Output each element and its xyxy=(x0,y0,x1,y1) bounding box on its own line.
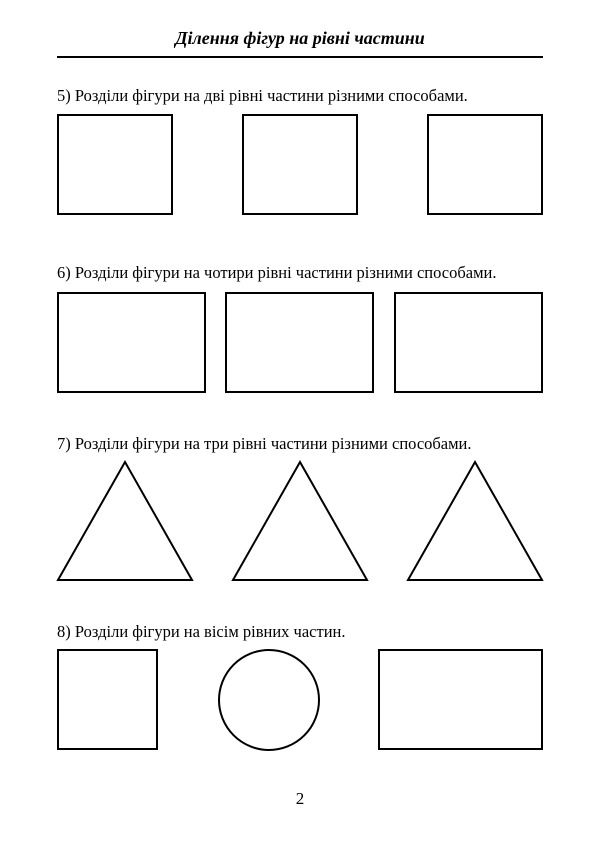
title-divider xyxy=(57,56,543,58)
task-5-square-1[interactable] xyxy=(57,114,173,215)
task-7-triangle-3[interactable] xyxy=(406,460,544,582)
task-8-square[interactable] xyxy=(57,649,158,750)
task-5-square-3[interactable] xyxy=(427,114,543,215)
task-7-triangle-2[interactable] xyxy=(231,460,369,582)
task-8-instruction: 8) Розділи фігури на вісім рівних частин. xyxy=(57,622,346,641)
task-6-instruction: 6) Розділи фігури на чотири рівні частини різними способами. xyxy=(57,263,497,282)
task-7-triangle-1[interactable] xyxy=(56,460,194,582)
page-number: 2 xyxy=(295,789,305,808)
task-8-rectangle[interactable] xyxy=(378,649,543,750)
task-7-instruction: 7) Розділи фігури на три рівні частини різними способами. xyxy=(57,434,472,453)
task-6-rectangle-2[interactable] xyxy=(225,292,374,393)
task-5-square-2[interactable] xyxy=(242,114,358,215)
task-6-rectangle-3[interactable] xyxy=(394,292,543,393)
task-8-circle[interactable] xyxy=(218,649,320,751)
page-title: Ділення фігур на рівні частини xyxy=(175,28,425,48)
task-6-rectangle-1[interactable] xyxy=(57,292,206,393)
task-5-instruction: 5) Розділи фігури на дві рівні частини різними способами. xyxy=(57,86,468,105)
